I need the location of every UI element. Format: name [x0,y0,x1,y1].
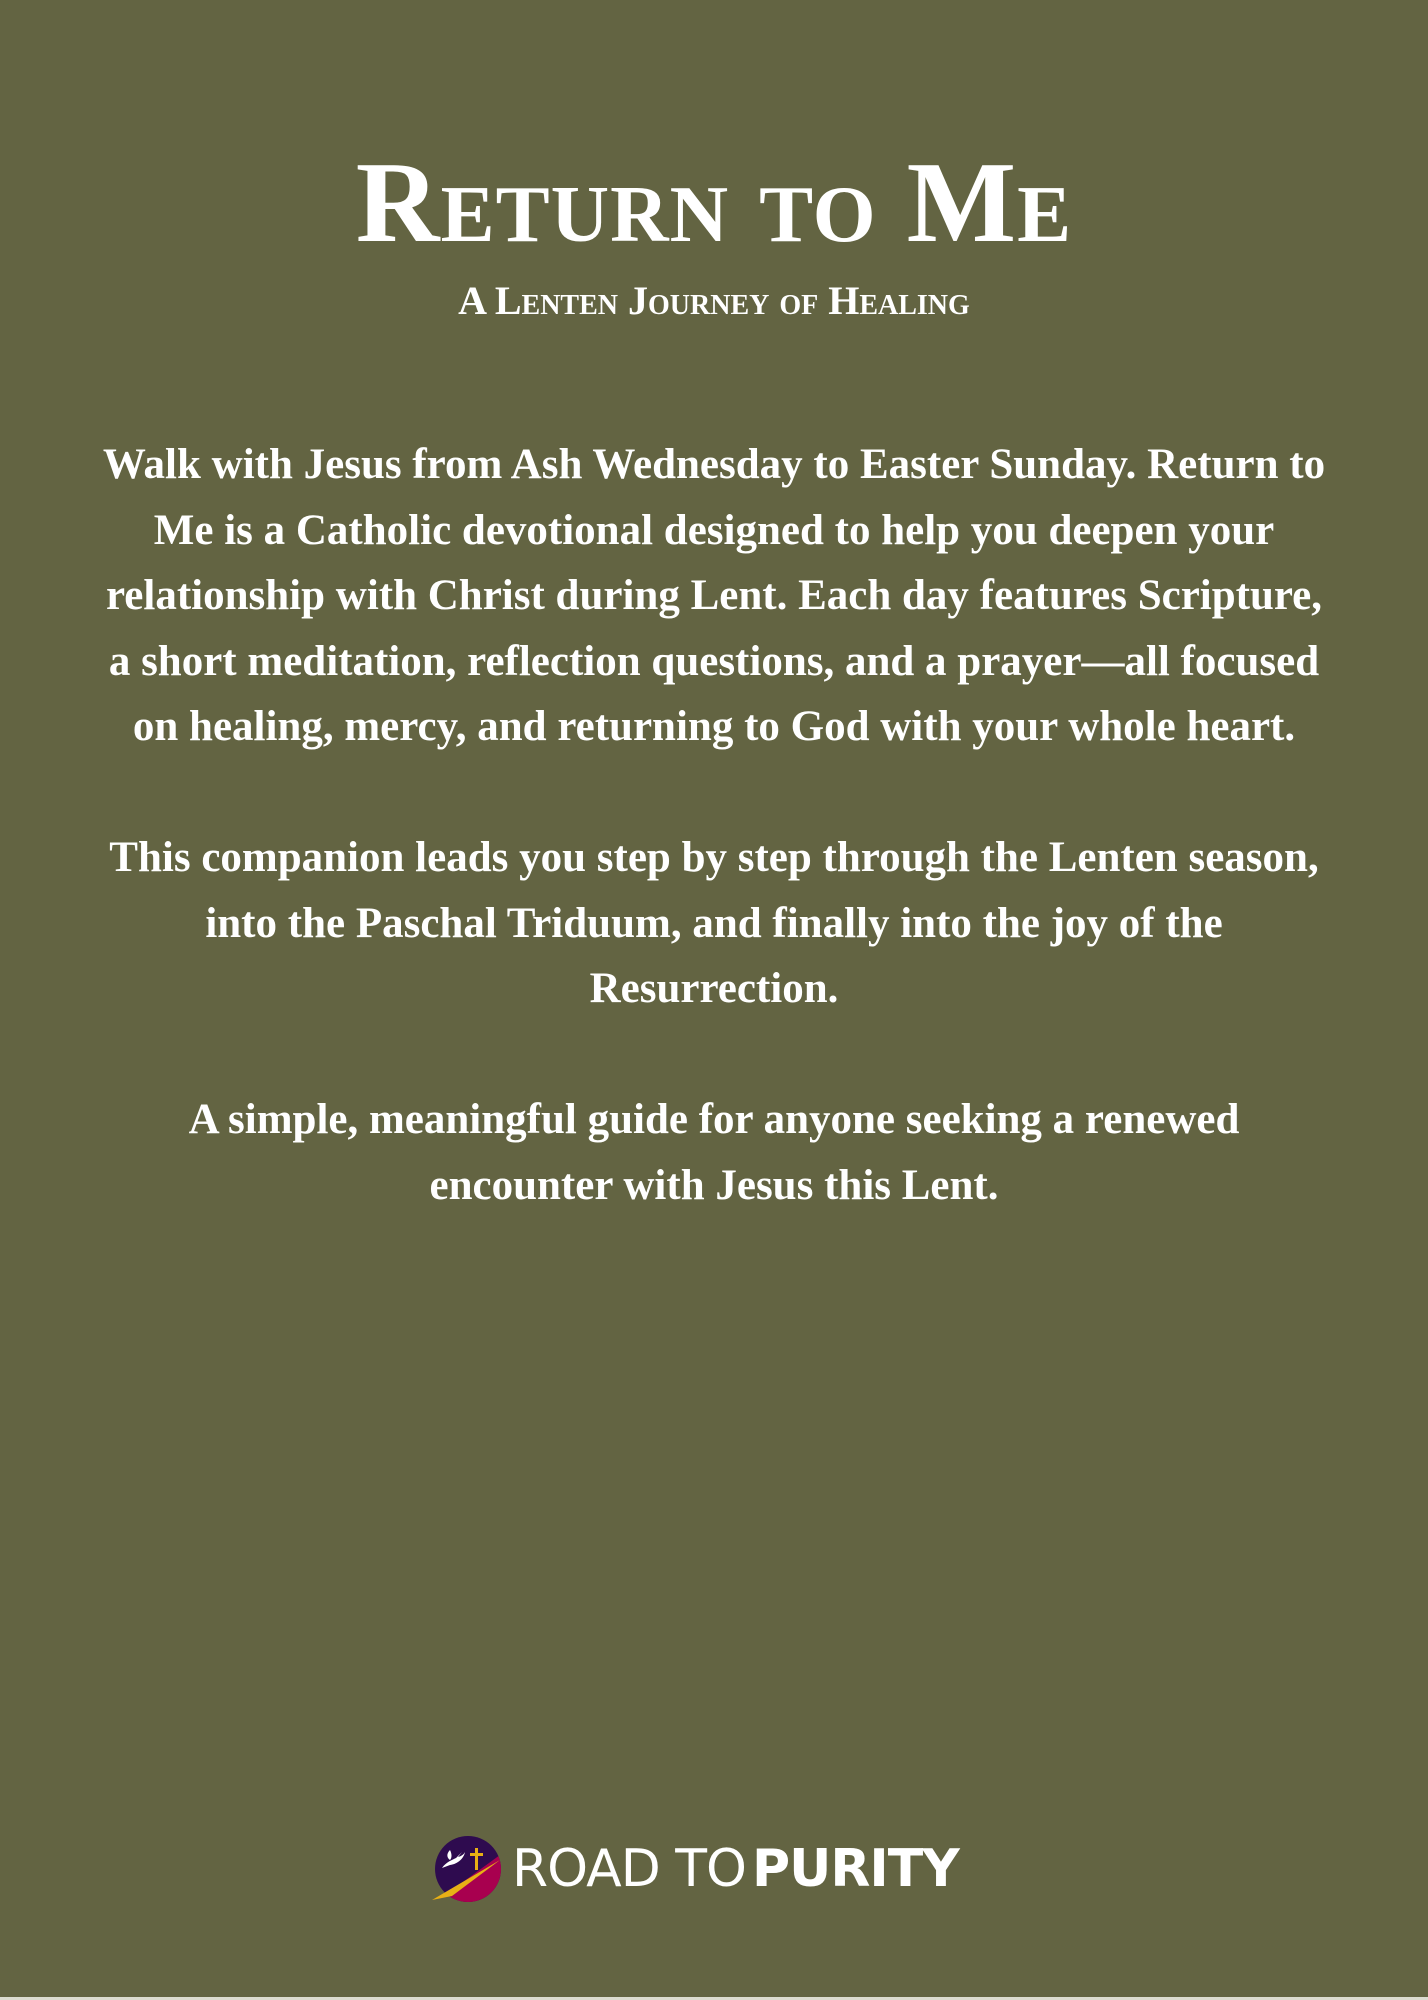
publisher-name [512,1832,959,1906]
blurb-paragraph-1: Walk with Jesus from Ash Wednesday to Easter Sunday. Return to Me is a Catholic devotional designed to help you deepen your relationship with Christ during Lent. Each day features Scripture, a short meditation, reflection questions, and a prayer—all focused on healing, mercy, and returning to God with your whole heart. [102,441,1326,750]
dove-cross-road-icon [430,1832,504,1906]
blurb [100,432,1328,1284]
publisher-name-bold: PURITY [751,1839,959,1899]
book-subtitle: A Lenten Journey of Healing [458,278,970,323]
publisher-logo [430,1832,959,1906]
book-title: Return to Me [355,139,1073,267]
blurb-paragraph-3: A simple, meaningful guide for anyone seeking a renewed encounter with Jesus this Lent. [188,1096,1240,1209]
blurb-paragraph-2: This companion leads you step by step through the Lenten season, into the Paschal Triduum, and finally into the joy of the Resurrection. [109,834,1319,1012]
publisher-name-light: ROAD TO [512,1839,746,1899]
